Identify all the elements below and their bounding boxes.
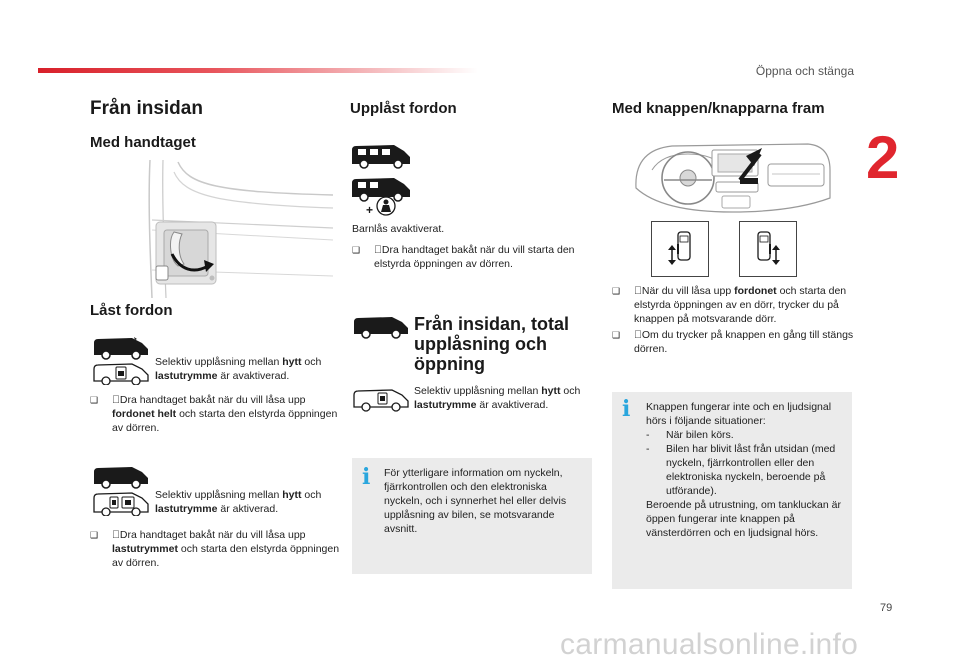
watermark: carmanualsonline.info xyxy=(560,628,859,661)
info-text-key-reference: För ytterligare information om nyckeln, fjärrkontrollen och den elektroniska nyckeln, och i synnerhet hel eller delvis upplåsning av bilen, se motsvarande avsnitt. xyxy=(384,467,567,535)
bullet-icon: ❑ xyxy=(90,395,99,405)
section-label: Öppna och stänga xyxy=(755,64,854,78)
bullet-start-door-opening: ❑ Dra handtaget bakåt när du vill starta den elstyrda öppningen av dörren. xyxy=(352,244,575,270)
title-unlocked-vehicle: Upplåst fordon xyxy=(350,100,457,117)
van-outline-lock-icon xyxy=(94,364,148,385)
child-lock-icon xyxy=(366,197,395,217)
van-childlock-icons xyxy=(350,140,412,220)
info-box-key-reference xyxy=(352,458,592,574)
chapter-number: 2 xyxy=(866,124,900,191)
title-from-inside: Från insidan xyxy=(90,98,203,119)
info-text-button-conditions: Knappen fungerar inte och en ljudsignal hörs i följande situationer: - När bilen körs. - Bilen har blivit låst från utsidan (med nyckeln, fjärrkontrollen eller den elektroniska nyckeln, beroende på utförande). Beroende på utrustning, om tankluckan är öppen fungerar inte knappen på vänsterdörren och en ljudsignal hörs. xyxy=(646,401,841,539)
info-icon: i xyxy=(622,396,631,422)
van-icon-total-unlock xyxy=(352,312,410,340)
note-selective-unlock-3: Selektiv upplåsning mellan hytt och lastutrymme är avaktiverad. xyxy=(414,385,581,411)
van-outline-lock-icon xyxy=(352,387,410,413)
title-total-unlock-opening: Från insidan, total upplåsning och öppning xyxy=(414,314,570,374)
van-icons-group-1 xyxy=(92,333,150,385)
bullet-icon: ❑ xyxy=(352,245,361,255)
subtitle-with-handle: Med handtaget xyxy=(90,134,196,151)
subtitle-locked-vehicle: Låst fordon xyxy=(90,302,173,319)
door-handle-illustration xyxy=(128,160,338,298)
right-door-button-panel xyxy=(739,221,797,277)
van-outline-two-locks-icon xyxy=(94,493,148,516)
dashboard-illustration xyxy=(632,140,832,216)
note-selective-unlock-1: Selektiv upplåsning mellan hytt och lastutrymme är avaktiverad. xyxy=(155,356,322,382)
childlock-deactivated-text: Barnlås avaktiverat. xyxy=(352,223,445,235)
note-selective-unlock-2: Selektiv upplåsning mellan hytt och lastutrymme är aktiverad. xyxy=(155,489,322,515)
info-box-button-conditions xyxy=(612,392,852,589)
svg-text:+: + xyxy=(366,203,374,217)
title-with-front-buttons: Med knappen/knapparna fram xyxy=(612,100,825,117)
van-icon xyxy=(94,337,148,359)
van-icon xyxy=(352,178,410,201)
bullet-icon: ❑ xyxy=(90,530,99,540)
bullet-unlock-whole-vehicle: ❑ Dra handtaget bakåt när du vill låsa upp fordonet helt och starta den elstyrda öppningen av dörren. xyxy=(90,394,338,434)
bullet-icon: ❑ xyxy=(612,330,621,340)
bullet-press-again-close: ❑ Om du trycker på knappen en gång till stängs dörren. xyxy=(612,329,854,355)
van-icon xyxy=(94,467,148,488)
bullet-unlock-cargo-area: ❑ Dra handtaget bakåt när du vill låsa upp lastutrymmet och starta den elstyrda öppningen av dörren. xyxy=(90,529,340,569)
bullet-icon: ❑ xyxy=(612,286,621,296)
page-number: 79 xyxy=(880,602,893,614)
info-icon: i xyxy=(362,464,371,490)
van-icon xyxy=(352,145,410,168)
van-icons-group-2 xyxy=(92,462,150,516)
left-door-button-panel xyxy=(651,221,709,277)
bullet-press-door-button: ❑ När du vill låsa upp fordonet och starta den elstyrda öppningen av en dörr, trycker du på knappen på motsvarande dörr. xyxy=(612,285,847,325)
header-color-bar xyxy=(38,68,478,73)
